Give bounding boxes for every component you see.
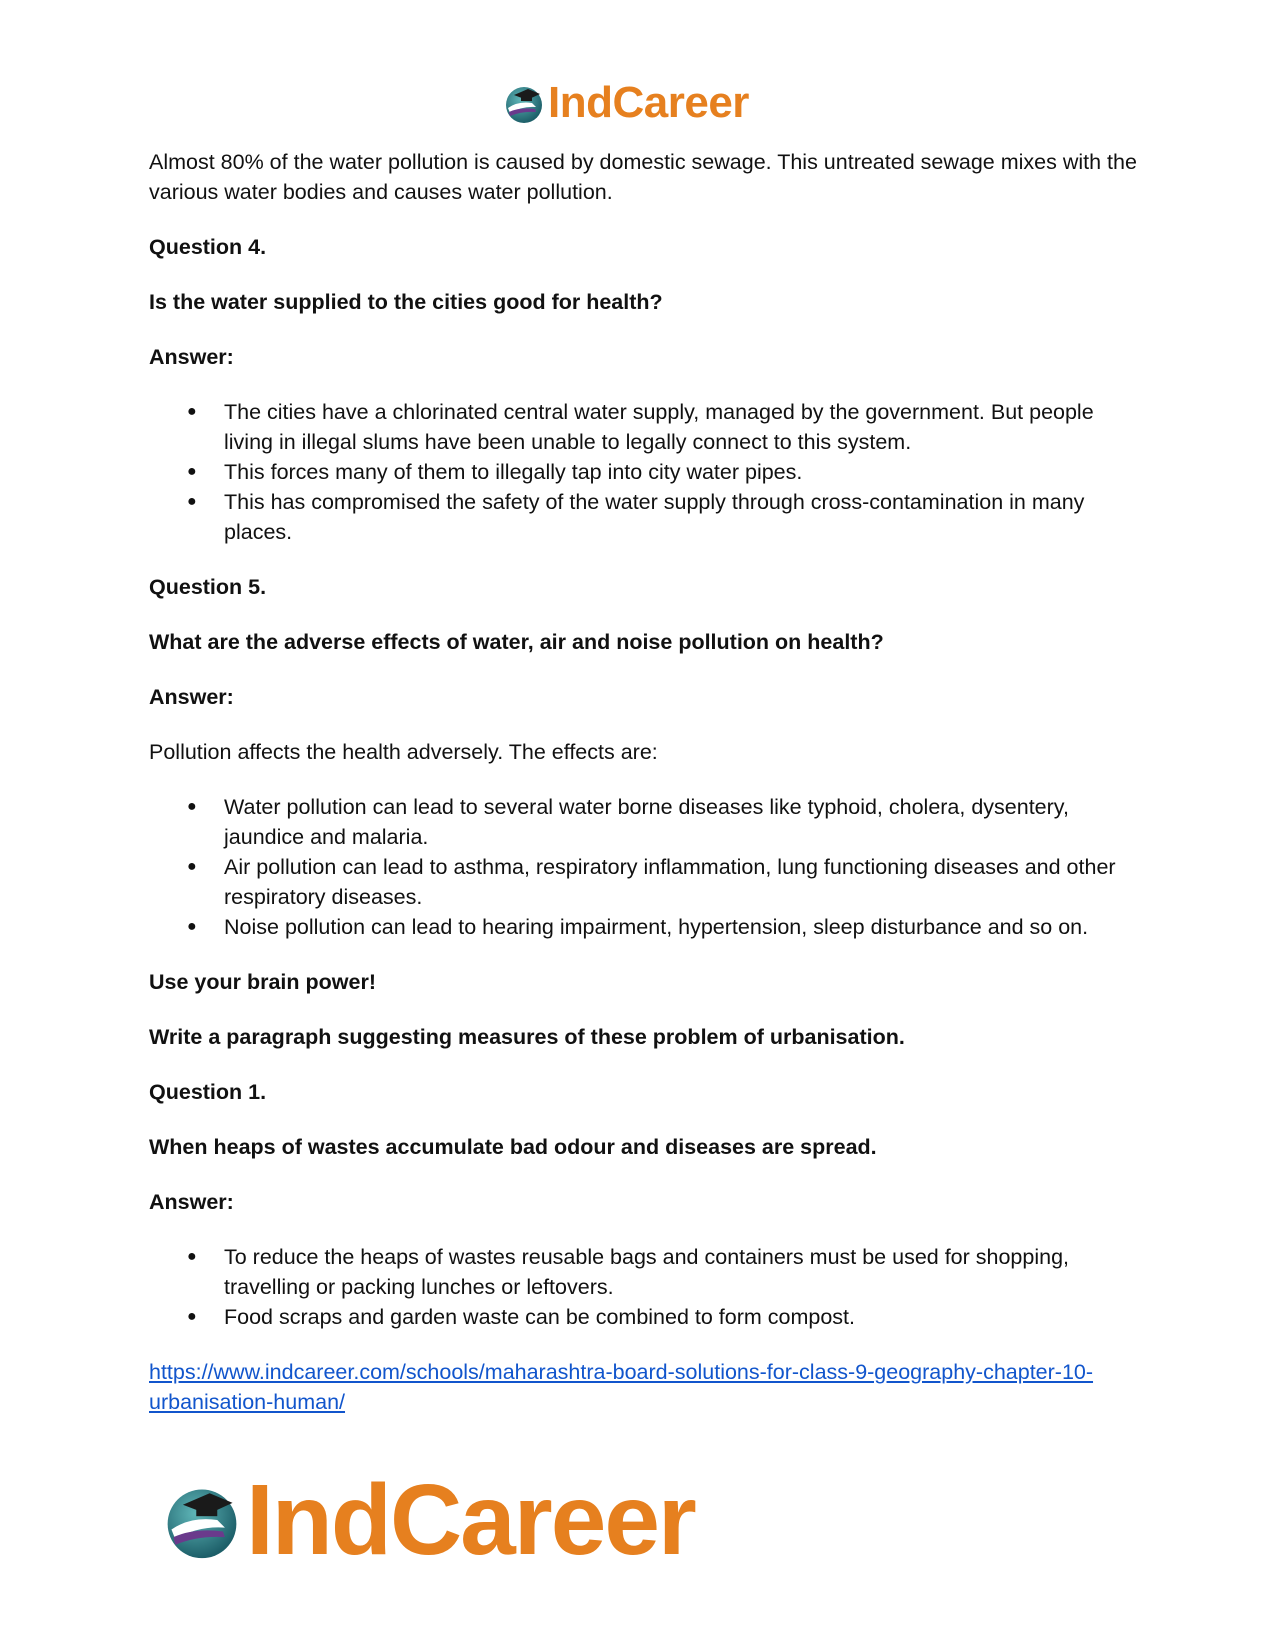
question-5-answer-intro: Pollution affects the health adversely. The effects are: [149, 740, 658, 764]
logo-wordmark: IndCareer [246, 1464, 695, 1576]
question-4-answer-label: Answer: [149, 345, 234, 369]
list-item: ● The cities have a chlorinated central water supply, managed by the government. But people living in illegal slums have been unable to legally connect to this system. [149, 397, 1139, 457]
list-item: ● This has compromised the safety of the water supply through cross-contamination in many places. [149, 487, 1139, 547]
question-1-answer-list [149, 1242, 1139, 1332]
graduation-globe-icon [160, 1478, 244, 1562]
question-1-label: Question 1. [149, 1080, 267, 1104]
header-logo [502, 78, 749, 128]
question-5-label: Question 5. [149, 575, 267, 599]
question-1-answer-label: Answer: [149, 1190, 234, 1214]
question-1-text: When heaps of wastes accumulate bad odour and diseases are spread. [149, 1135, 877, 1159]
question-4-answer-list [149, 397, 1139, 547]
list-item: ● Water pollution can lead to several water borne diseases like typhoid, cholera, dysentery, jaundice and malaria. [149, 792, 1139, 852]
list-item: ● This forces many of them to illegally tap into city water pipes. [149, 457, 1139, 487]
brain-power-heading: Use your brain power! [149, 970, 376, 994]
logo-wordmark: IndCareer [548, 78, 749, 127]
question-5-answer-label: Answer: [149, 685, 234, 709]
brain-power-prompt: Write a paragraph suggesting measures of these problem of urbanisation. [149, 1025, 905, 1049]
list-item: ● Noise pollution can lead to hearing impairment, hypertension, sleep disturbance and so on. [149, 912, 1139, 942]
question-5-text: What are the adverse effects of water, air and noise pollution on health? [149, 630, 884, 654]
question-5-answer-list [149, 792, 1139, 942]
list-item: ● Air pollution can lead to asthma, respiratory inflammation, lung functioning diseases and other respiratory diseases. [149, 852, 1139, 912]
list-item: ● To reduce the heaps of wastes reusable bags and containers must be used for shopping, travelling or packing lunches or leftovers. [149, 1242, 1139, 1302]
list-item: ● Food scraps and garden waste can be combined to form compost. [149, 1302, 1139, 1332]
question-4-text: Is the water supplied to the cities good for health? [149, 290, 663, 314]
source-link[interactable]: https://www.indcareer.com/schools/maharashtra-board-solutions-for-class-9-geography-chapter-10-urbanisation-human/ [149, 1360, 1094, 1414]
footer-logo [160, 1465, 695, 1575]
graduation-globe-icon [502, 81, 546, 125]
question-4-label: Question 4. [149, 235, 267, 259]
intro-paragraph: Almost 80% of the water pollution is caused by domestic sewage. This untreated sewage mixes with the various water bodies and causes water pollution. [149, 150, 1137, 204]
document-body [149, 147, 1139, 1417]
